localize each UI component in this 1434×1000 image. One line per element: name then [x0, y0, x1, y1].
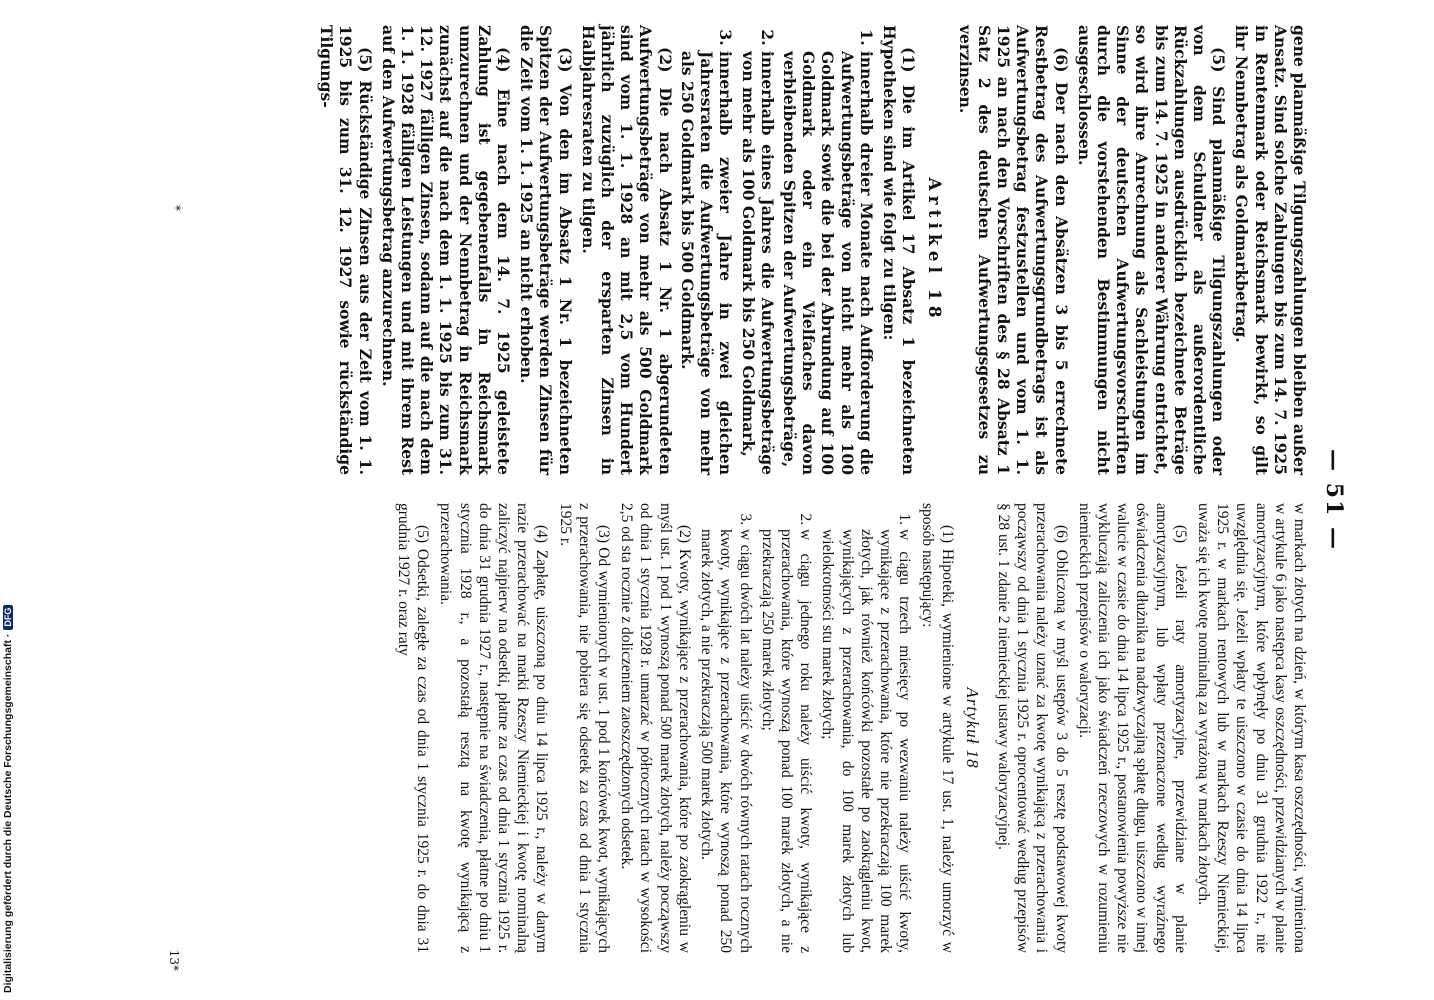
scanned-page [167, 25, 1347, 975]
pl-list-item: 2. w ciągu jednego roku należy uiścić kwoty, wynikające z przerachowania, które wynoszą ponad 100 marek złotych, a nie przekraczają 250 marek złotych; [758, 529, 816, 953]
pl-article-heading: Artykuł 18 [962, 687, 982, 769]
pl-paragraph: (1) Hipoteki, wymienione w artykule 17 ust. 1, należy umorzyć w sposób następujący: [919, 503, 956, 953]
de-paragraph: (3) Von den im Absatz 1 Nr. 1 bezeichneten Spitzen der Aufwertungsbeträge werden Zinsen für die Zeit vom 1. 1. 1925 an nicht erhoben. [517, 25, 575, 475]
stray-mark: * [169, 205, 183, 211]
sheet-signature: 13* [167, 949, 181, 971]
dfg-credit-text: Digitalisierung gefördert durch die Deutsche Forschungsgemeinschaft · [2, 633, 14, 993]
pl-paragraph: (6) Obliczoną w myśl ustępów 3 do 5 resztę podstawowej kwoty przerachowania należy uznać za kwotę wynikającą z przerachowania i począwszy od dnia 1 stycznia 1925 r. oprocentować według przepisów § 28 ust. 1 zdanie 2 niemieckiej ustawy waloryzacyjnej. [994, 503, 1070, 953]
de-paragraph: (6) Der nach den Absätzen 3 bis 5 errechnete Restbetrag des Aufwertungsgrundbetrags ist als Aufwertungsbetrag festzustellen und vom 1. 1. 1925 an nach den Vorschriften des § 28 Absatz 1 Satz 2 des deutschen Aufwertungsgesetzes zu verzinsen. [955, 25, 1071, 475]
de-paragraph: gene planmäßige Tilgungszahlungen bleiben außer Ansatz. Sind solche Zahlungen bis zum 14. 7. 1925 in Rentenmark oder Reichsmark bewirkt, so gilt ihr Nennbetrag als Goldmarkbetrag. [1232, 25, 1309, 475]
de-paragraph: (5) Rückständige Zinsen aus der Zeit vom 1. 1. 1925 bis zum 31. 12. 1927 sowie rückständige Tilgungs- [317, 25, 375, 475]
german-column [313, 25, 1309, 475]
de-paragraph: (4) Eine nach dem 14. 7. 1925 geleistete Zahlung ist gegebenenfalls in Reichsmark umzurechnen und der Nennbetrag in Reichsmark zunächst auf die nach dem 1. 1. 1925 bis zum 31. 12. 1927 fälligen Zinsen, sodann auf die nach dem 1. 1. 1928 fälligen Leistungen und mit ihrem Rest auf den Aufwertungsbetrag anzurechnen. [378, 25, 514, 475]
dfg-credit [2, 0, 14, 993]
pl-paragraph: (5) Odsetki, zaległe za czas od dnia 1 stycznia 1925 r. do dnia 31 grudnia 1927 r. oraz raty [395, 503, 432, 953]
digitization-credit-bar [0, 0, 16, 1000]
polish-column [390, 503, 1309, 953]
de-list-item: 1. innerhalb dreier Monate nach Aufforderung die Aufwertungsbeträge von nicht mehr als 100 Goldmark sowie die bei der Abrundung auf 100 Goldmark oder ein Vielfaches davon verbleibenden Spitzen der Aufwertungsbeträge, [780, 51, 876, 475]
pl-paragraph: (5) Jeżeli raty amortyzacyjne, przewidziane w planie amortyzacyjnym, lub wpłaty przeznaczone według wyraźnego oświadczenia dłużnika na nadzwyczajną spłatę długu, uiszczono w innej walucie w czasie do dnia 14 lipca 1925 r., postanowienia powyższe nie wykluczają zaliczenia ich jako świadczeń rzeczowych w rozumieniu niemieckich przepisów o waloryzacji. [1075, 503, 1189, 953]
de-list [678, 25, 876, 475]
page-number: — 51 — [1321, 449, 1347, 551]
pl-paragraph: (2) Kwoty, wynikające z przerachowania, które po zaokrągleniu w myśl ust. 1 pod 1 wynoszą ponad 500 marek złotych, należy począwszy od dnia 1 stycznia 1928 r. umarzać w półrocznych ratach w wysokości 2,5 od sta rocznie z doliczeniem zaoszczędzonych odsetek. [618, 503, 693, 953]
pl-paragraph: (4) Zapłatę, uiszczoną po dniu 14 lipca 1925 r., należy w danym razie przerachować na marki Rzeszy Niemieckiej i kwotę nominalną zaliczyć najpierw na odsetki, płatne za czas od dnia 1 stycznia 1925 r. do dnia 31 grudnia 1927 r., następnie na świadczenia, płatne po dniu 1 stycznia 1928 r., a pozostałą resztą na kwotę wynikającą z przerachowania. [437, 503, 551, 953]
de-list-item: 3. innerhalb zweier Jahre in zwei gleichen Jahresraten die Aufwertungsbeträge von mehr als 250 Goldmark bis 500 Goldmark. [678, 51, 736, 475]
pl-paragraph: (3) Od wymienionych w ust. 1 pod 1 końcówek kwot, wynikających z przerachowania, nie pobiera się odsetek za czas od dnia 1 stycznia 1925 r. [556, 503, 613, 953]
dfg-logo: DFG [3, 605, 13, 630]
de-paragraph: (5) Sind planmäßige Tilgungszahlungen oder von dem Schuldner als außerordentliche Rückzahlungen ausdrücklich bezeichnete Beträge bis zum 14. 7. 1925 in anderer Währung entrichtet, so wird ihre Anrechnung als Sachleistungen im Sinne der deutschen Aufwertungsvorschriften durch die vorstehenden Bestimmungen nicht ausgeschlossen. [1074, 25, 1229, 475]
de-paragraph: (2) Die nach Absatz 1 Nr. 1 abgerundeten Aufwertungsbeträge von mehr als 500 Goldmark sind vom 1. 1. 1928 an mit 2,5 vom Hundert jährlich zuzüglich der ersparten Zinsen in Halbjahresraten zu tilgen. [578, 25, 675, 475]
pl-list [697, 503, 914, 953]
pl-paragraph: w markach złotych na dzień, w którym kasa oszczędności, wymieniona w artykule 6 jako następca kasy oszczędności, przewidzianych w planie amortyzacyjnym, które wpłynęły po dniu 31 grudnia 1922 r., nie uwzględnia się. Jeżeli wpłaty te uiszczono w czasie do dnia 14 lipca 1925 r. w markach rentowych lub w markach Rzeszy Niemieckiej, uważa się ich kwotę nominalną za wyrażoną w markach złotych. [1194, 503, 1308, 953]
pl-list-item: 3. w ciągu dwóch lat należy uiścić w dwóch równych ratach rocznych kwoty, wynikające z przerachowania, które wynoszą ponad 250 marek złotych, a nie przekraczają 500 marek złotych. [697, 529, 755, 953]
de-article-heading: Artikel 18 [924, 177, 945, 323]
de-list-item: 2. innerhalb eines Jahres die Aufwertungsbeträge von mehr als 100 Goldmark bis 250 Goldmark, [738, 51, 776, 475]
de-paragraph: (1) Die im Artikel 17 Absatz 1 bezeichneten Hypotheken sind wie folgt zu tilgen: [879, 25, 919, 475]
pl-list-item: 1. w ciągu trzech miesięcy po wezwaniu należy uiścić kwoty, wynikające z przerachowania, które nie przekraczają 100 marek złotych, jak również końcówki pozostałe po zaokrągleniu kwot, wynikających z przerachowania, do 100 marek złotych lub wielokrotności stu marek złotych; [818, 529, 914, 953]
